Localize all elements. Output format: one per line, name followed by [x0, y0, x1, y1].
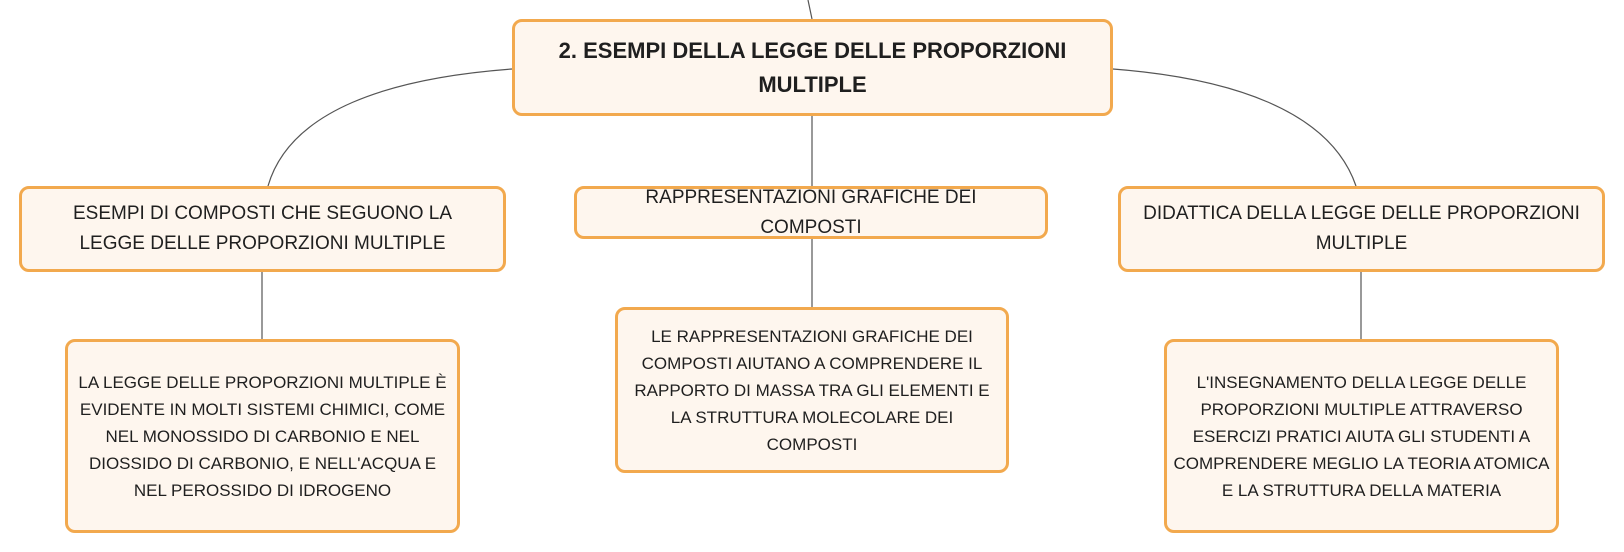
branch-node-text: DIDATTICA DELLA LEGGE DELLE PROPORZIONI MULTIPLE [1143, 203, 1580, 254]
root-node-text: 2. ESEMPI DELLA LEGGE DELLE PROPORZIONI MULTIPLE [558, 37, 1067, 97]
branch-node-didactics[interactable] [1118, 186, 1605, 272]
connector-root-parent [808, 0, 812, 19]
connector-root-left [268, 69, 512, 186]
root-node[interactable] [512, 19, 1113, 116]
leaf-node-text: L'INSEGNAMENTO DELLA LEGGE DELLE PROPORZIONI MULTIPLE ATTRAVERSO ESERCIZI PRATICI AIUTA GLI STUDENTI A COMPRENDERE MEGLIO LA TEORIA ATOMICA E LA STRUTTURA DELLA MATERIA [1173, 372, 1550, 500]
leaf-node-text: LE RAPPRESENTAZIONI GRAFICHE DEI COMPOSTI AIUTANO A COMPRENDERE IL RAPPORTO DI MASSA TRA GLI ELEMENTI E LA STRUTTURA MOLECOLARE DEI COMPOSTI [634, 326, 990, 454]
branch-node-graphic-representations[interactable] [574, 186, 1048, 239]
branch-node-text: RAPPRESENTAZIONI GRAFICHE DEI COMPOSTI [645, 186, 977, 238]
leaf-node-examples-detail[interactable] [65, 339, 460, 533]
branch-node-examples[interactable] [19, 186, 506, 272]
leaf-node-text: LA LEGGE DELLE PROPORZIONI MULTIPLE È EVIDENTE IN MOLTI SISTEMI CHIMICI, COME NEL MONOSSIDO DI CARBONIO E NEL DIOSSIDO DI CARBONIO, E NELL'ACQUA E NEL PEROSSIDO DI IDROGENO [78, 372, 447, 500]
leaf-node-didactics-detail[interactable] [1164, 339, 1559, 533]
leaf-node-graphic-detail[interactable] [615, 307, 1009, 473]
branch-node-text: ESEMPI DI COMPOSTI CHE SEGUONO LA LEGGE DELLE PROPORZIONI MULTIPLE [72, 203, 452, 254]
connector-root-right [1113, 69, 1356, 186]
